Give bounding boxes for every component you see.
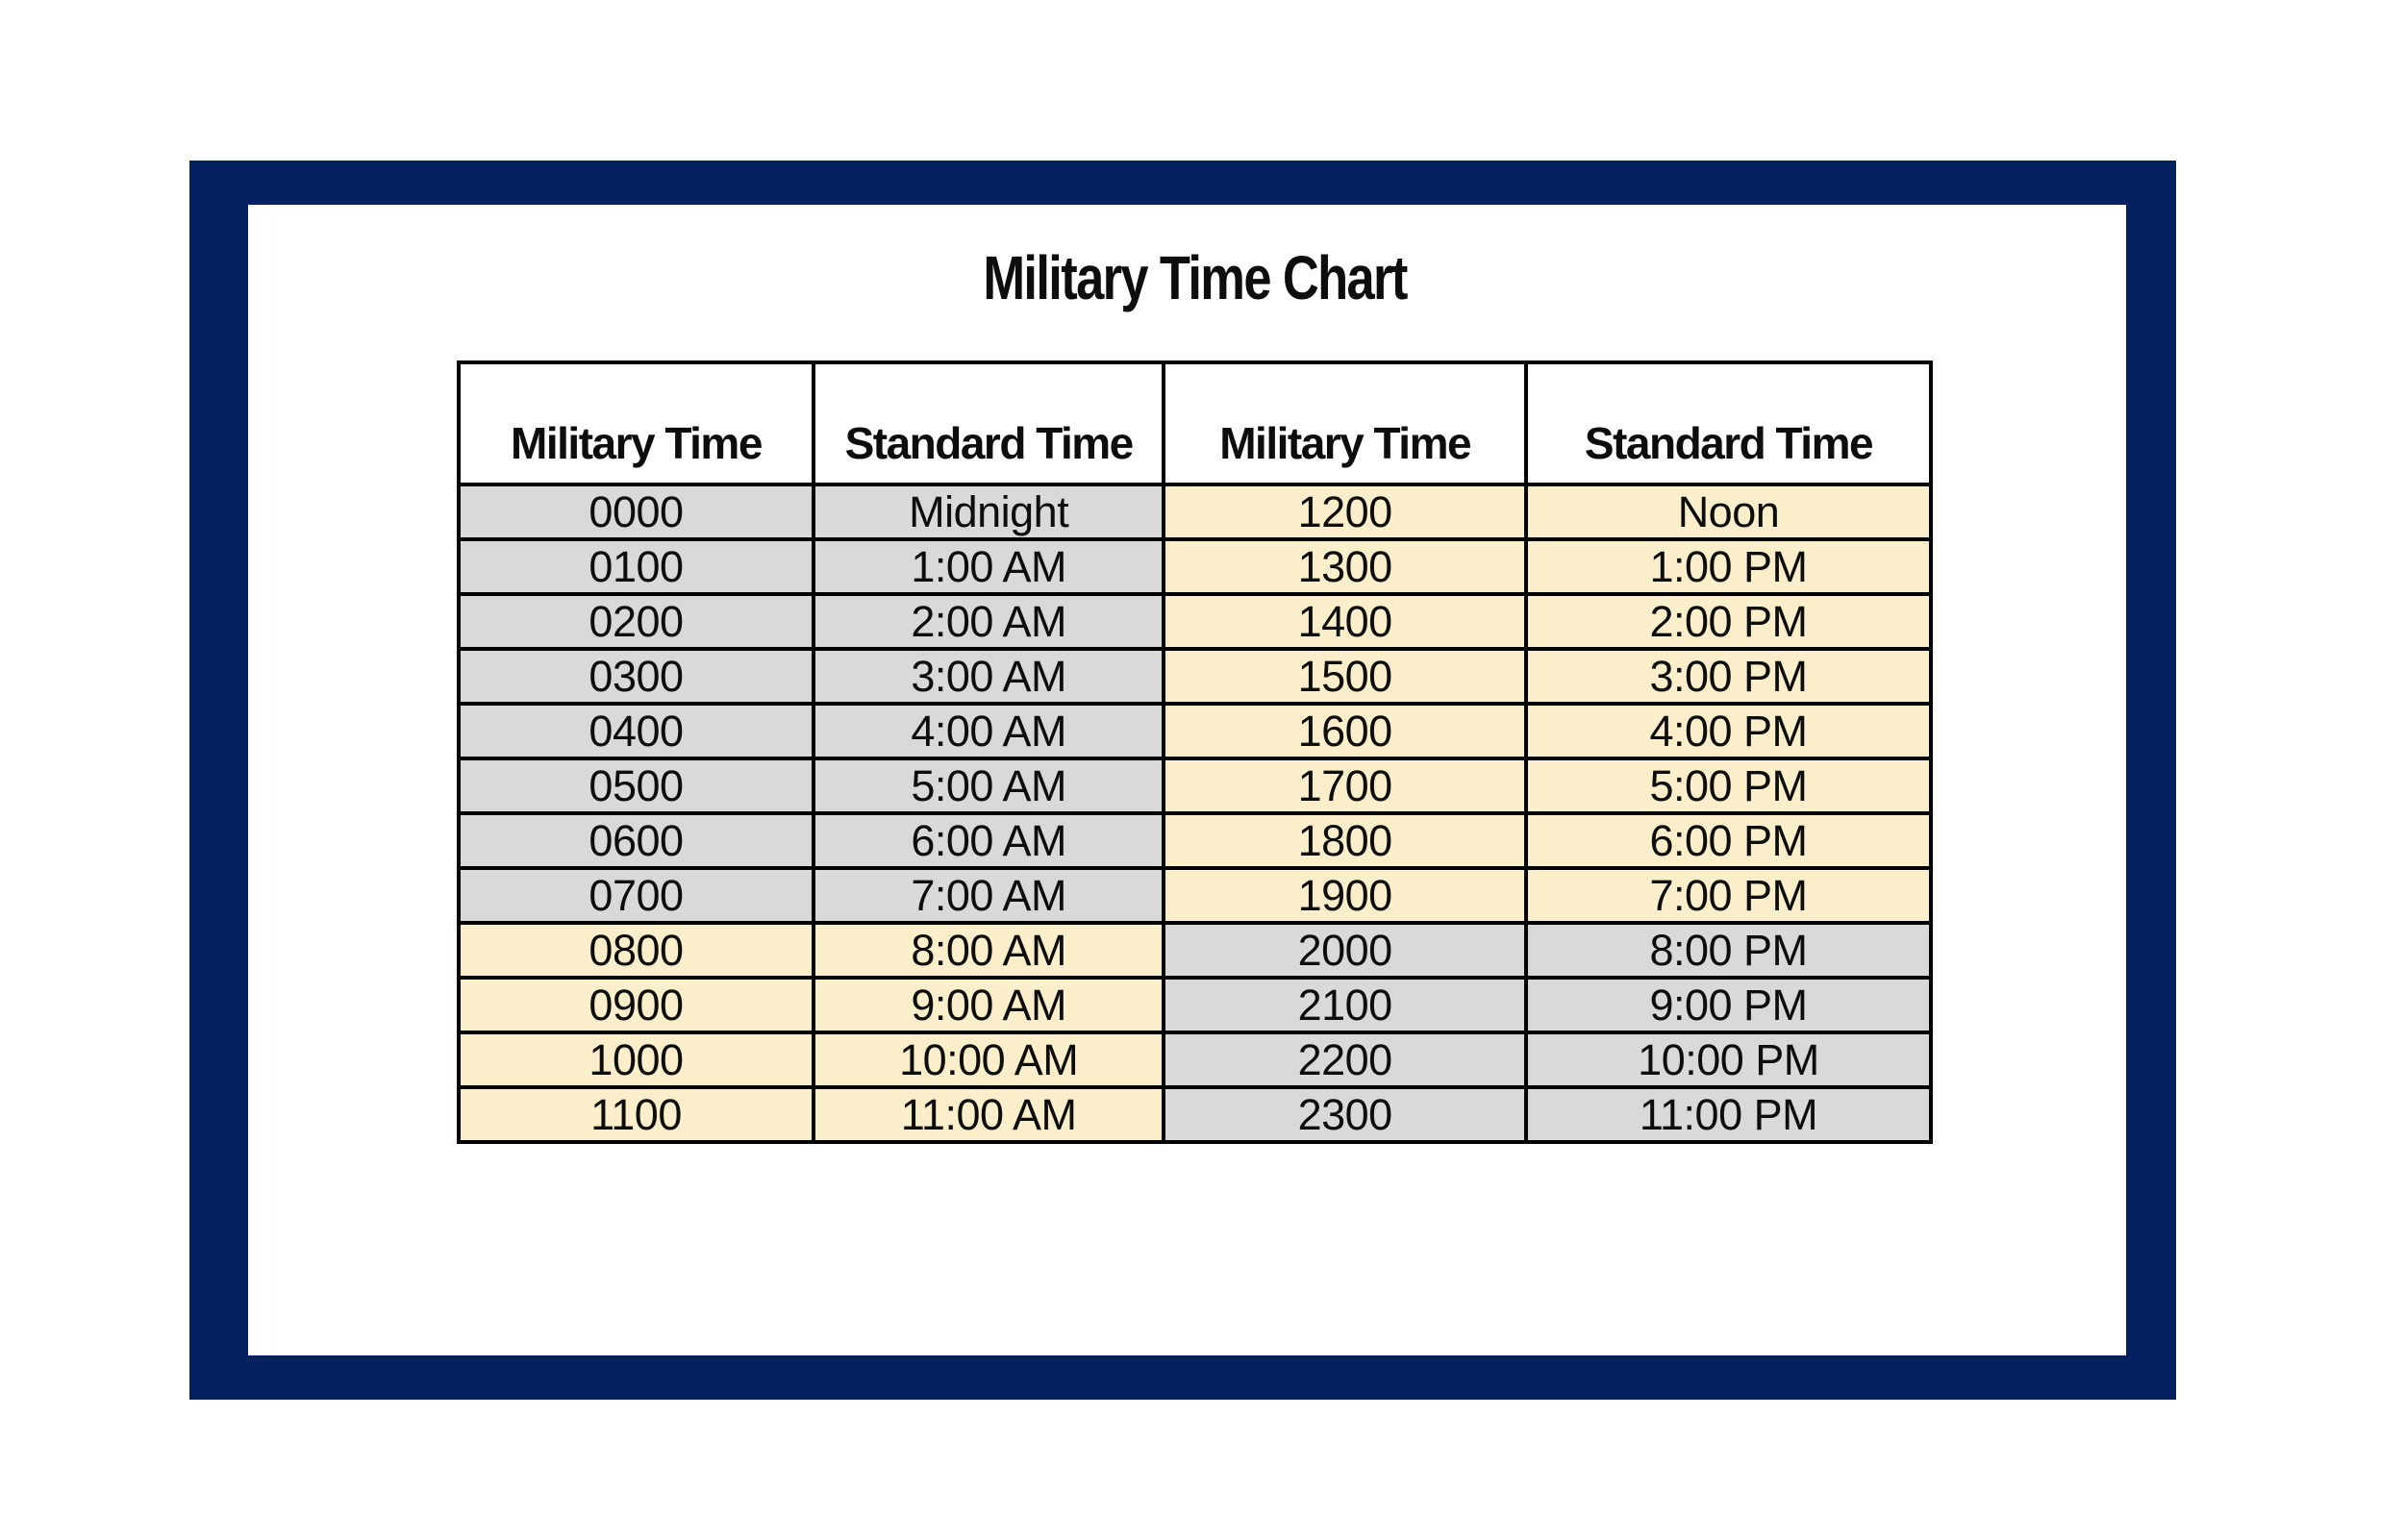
military-time-cell-right: 1600 [1164, 704, 1526, 758]
military-time-cell-left: 0000 [459, 484, 814, 539]
standard-time-cell-right: 4:00 PM [1526, 704, 1931, 758]
standard-time-cell-left: 3:00 AM [814, 649, 1164, 704]
standard-time-cell-left: 7:00 AM [814, 868, 1164, 923]
military-time-cell-right: 2100 [1164, 978, 1526, 1032]
military-time-cell-left: 0400 [459, 704, 814, 758]
military-time-cell-left: 1000 [459, 1032, 814, 1087]
military-time-table [457, 360, 1933, 1144]
standard-time-cell-right: Noon [1526, 484, 1931, 539]
military-time-cell-left: 0500 [459, 758, 814, 813]
military-time-cell-right: 1400 [1164, 594, 1526, 649]
table-row [459, 484, 1931, 539]
column-header-standard-time-right: Standard Time [1526, 362, 1931, 484]
military-time-cell-left: 1100 [459, 1087, 814, 1142]
standard-time-cell-right: 1:00 PM [1526, 539, 1931, 594]
table-row [459, 649, 1931, 704]
military-time-cell-right: 1800 [1164, 813, 1526, 868]
column-header-standard-time-left: Standard Time [814, 362, 1164, 484]
standard-time-cell-right: 6:00 PM [1526, 813, 1931, 868]
table-row [459, 539, 1931, 594]
standard-time-cell-left: Midnight [814, 484, 1164, 539]
standard-time-cell-left: 10:00 AM [814, 1032, 1164, 1087]
table-header [459, 362, 1931, 484]
standard-time-cell-right: 2:00 PM [1526, 594, 1931, 649]
standard-time-cell-left: 2:00 AM [814, 594, 1164, 649]
table-row [459, 1032, 1931, 1087]
table-row [459, 868, 1931, 923]
military-time-cell-right: 2300 [1164, 1087, 1526, 1142]
standard-time-cell-left: 1:00 AM [814, 539, 1164, 594]
table-row [459, 758, 1931, 813]
column-header-military-time-right: Military Time [1164, 362, 1526, 484]
standard-time-cell-right: 3:00 PM [1526, 649, 1931, 704]
standard-time-cell-left: 9:00 AM [814, 978, 1164, 1032]
standard-time-cell-left: 8:00 AM [814, 923, 1164, 978]
military-time-cell-right: 1300 [1164, 539, 1526, 594]
military-time-cell-left: 0900 [459, 978, 814, 1032]
standard-time-cell-left: 11:00 AM [814, 1087, 1164, 1142]
military-time-cell-left: 0600 [459, 813, 814, 868]
standard-time-cell-right: 8:00 PM [1526, 923, 1931, 978]
standard-time-cell-right: 11:00 PM [1526, 1087, 1931, 1142]
table-row [459, 594, 1931, 649]
table-row [459, 813, 1931, 868]
table-row [459, 978, 1931, 1032]
standard-time-cell-left: 4:00 AM [814, 704, 1164, 758]
column-header-military-time-left: Military Time [459, 362, 814, 484]
military-time-cell-left: 0100 [459, 539, 814, 594]
table-row [459, 923, 1931, 978]
table-row [459, 704, 1931, 758]
military-time-cell-right: 1500 [1164, 649, 1526, 704]
military-time-cell-right: 1900 [1164, 868, 1526, 923]
table-body [459, 484, 1931, 1142]
military-time-cell-left: 0200 [459, 594, 814, 649]
military-time-cell-right: 2200 [1164, 1032, 1526, 1087]
standard-time-cell-right: 5:00 PM [1526, 758, 1931, 813]
table-row [459, 1087, 1931, 1142]
standard-time-cell-left: 6:00 AM [814, 813, 1164, 868]
standard-time-cell-right: 10:00 PM [1526, 1032, 1931, 1087]
military-time-cell-right: 1200 [1164, 484, 1526, 539]
military-time-cell-left: 0800 [459, 923, 814, 978]
standard-time-cell-left: 5:00 AM [814, 758, 1164, 813]
header-row [459, 362, 1931, 484]
page-title: Military Time Chart [983, 243, 1407, 312]
military-time-cell-left: 0300 [459, 649, 814, 704]
standard-time-cell-right: 7:00 PM [1526, 868, 1931, 923]
standard-time-cell-right: 9:00 PM [1526, 978, 1931, 1032]
military-time-cell-right: 1700 [1164, 758, 1526, 813]
military-time-cell-right: 2000 [1164, 923, 1526, 978]
military-time-cell-left: 0700 [459, 868, 814, 923]
